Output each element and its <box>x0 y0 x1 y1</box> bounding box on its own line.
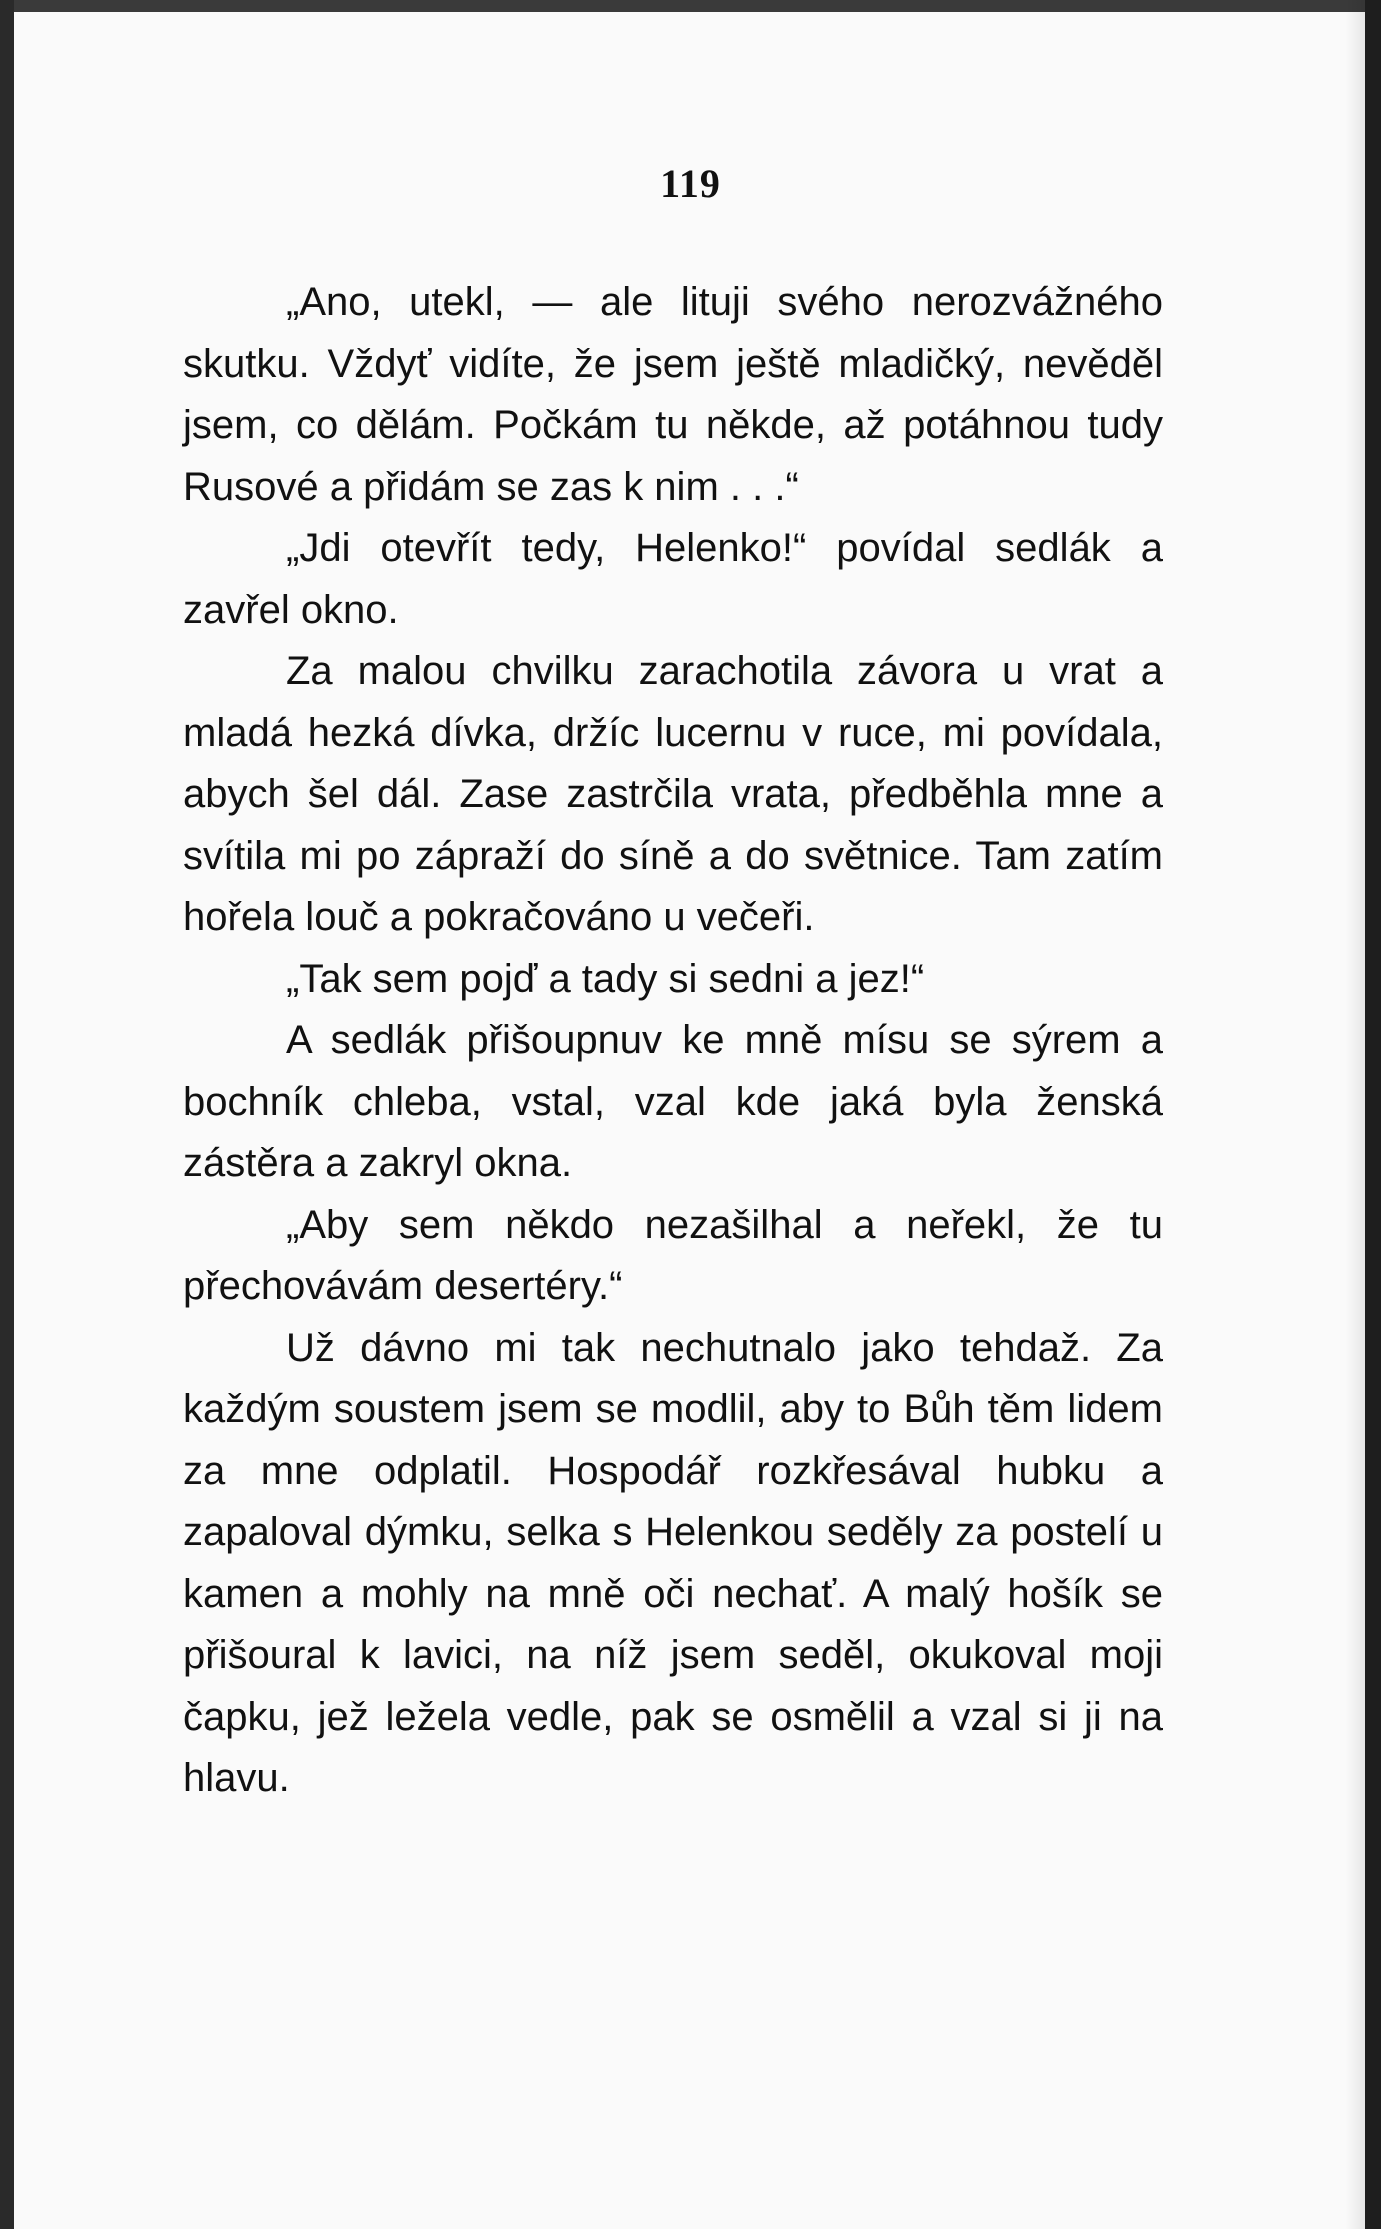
paragraph: „Aby sem někdo nezašilhal a neřekl, že tu přechovávám desertéry.“ <box>183 1202 1163 1308</box>
body-text <box>183 272 1163 1810</box>
scan-edge-right <box>1365 0 1381 2229</box>
paragraph: „Ano, utekl, — ale lituji svého nerozvážného skutku. Vždyť vidíte, že jsem ještě mladičký, nevěděl jsem, co dělám. Počkám tu někde, až potáhnou tudy Rusové a přidám se zas k nim . . .“ <box>183 280 1163 509</box>
paragraph: „Jdi otevřít tedy, Helenko!“ povídal sedlák a zavřel okno. <box>183 526 1163 632</box>
paragraph: „Tak sem pojď a tady si sedni a jez!“ <box>286 956 925 1001</box>
scan-edge-left <box>0 0 14 2229</box>
scan-edge-top <box>0 0 1381 12</box>
page-number: 119 <box>660 161 721 206</box>
paragraph: Už dávno mi tak nechutnalo jako tehdaž. Za každým soustem jsem se modlil, aby to Bůh těm lidem za mne odplatil. Hospodář rozkřesával hubku a zapaloval dýmku, selka s Helenkou seděly za postelí u kamen a mohly na mně oči nechať. A malý hošík se přišoural k lavici, na níž jsem seděl, okukoval moji čapku, jež ležela vedle, pak se osmělil a vzal si ji na hlavu. <box>183 1325 1163 1800</box>
scan-edge-right-shade <box>1345 0 1365 2229</box>
paragraph: Za malou chvilku zarachotila závora u vrat a mladá hezká dívka, držíc lucernu v ruce, mi povídala, abych šel dál. Zase zastrčila vrata, předběhla mne a svítila mi po zápraží do síně a do světnice. Tam zatím hořela louč a pokračováno u večeři. <box>183 649 1163 939</box>
paragraph: A sedlák přišoupnuv ke mně mísu se sýrem a bochník chleba, vstal, vzal kde jaká byla ženská zástěra a zakryl okna. <box>183 1018 1163 1185</box>
